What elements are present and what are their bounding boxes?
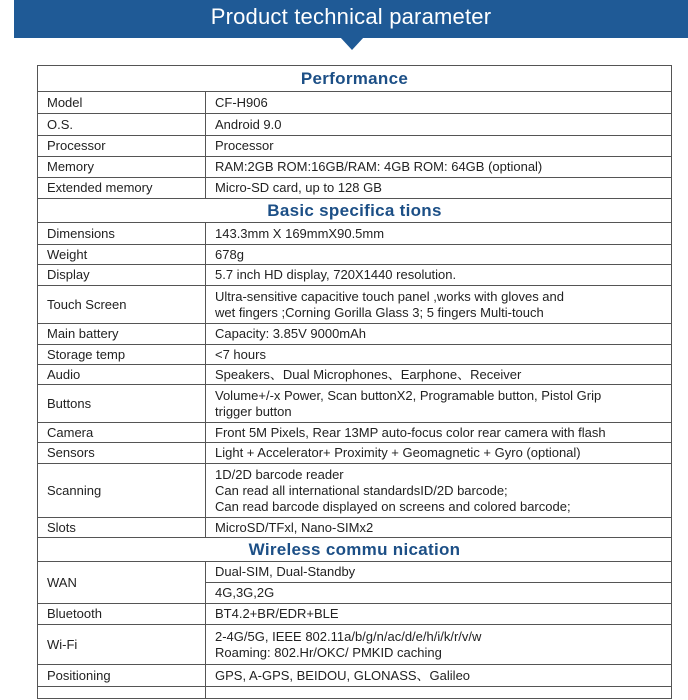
spec-label: Dimensions [38, 223, 206, 245]
spec-table [37, 65, 672, 699]
spec-label: Scanning [38, 464, 206, 518]
spec-value: Front 5M Pixels, Rear 13MP auto-focus color rear camera with flash [206, 423, 672, 443]
spec-label: Touch Screen [38, 286, 206, 324]
spec-value: MicroSD/TFxl, Nano-SIMx2 [206, 518, 672, 538]
spec-value: CF-H906 [206, 92, 672, 114]
spec-value: Processor [206, 136, 672, 157]
spec-value: Speakers、Dual Microphones、Earphone、Receiver [206, 365, 672, 385]
page-title: Product technical parameter [210, 4, 492, 29]
section-title-performance: Performance [38, 66, 672, 92]
spec-value: Capacity: 3.85V 9000mAh [206, 324, 672, 345]
banner-pointer-arrow [340, 37, 364, 50]
spec-value-line: 1D/2D barcode reader [215, 466, 344, 482]
spec-value: <7 hours [206, 345, 672, 365]
header-banner [14, 0, 688, 38]
spec-value [206, 464, 672, 518]
spec-label: Camera [38, 423, 206, 443]
table-row [38, 178, 672, 199]
spec-value: Light + Accelerator+ Proximity + Geomagnetic + Gyro (optional) [206, 443, 672, 464]
spec-label: Weight [38, 245, 206, 265]
spec-label: Storage temp [38, 345, 206, 365]
spec-value-line: Roaming: 802.Hr/OKC/ PMKID caching [215, 644, 442, 660]
spec-value [206, 625, 672, 665]
spec-value: 678g [206, 245, 672, 265]
spec-value-line: Ultra-sensitive capacitive touch panel ,works with gloves and [215, 288, 565, 304]
spec-value: 143.3mm X 169mmX90.5mm [206, 223, 672, 245]
spec-value: Android 9.0 [206, 114, 672, 136]
spec-value-line: Volume+/-x Power, Scan buttonX2, Programable button, Pistol Grip [215, 387, 602, 403]
table-row [38, 245, 672, 265]
spec-value [206, 286, 672, 324]
spec-value-line: Can read barcode displayed on screens and colored barcode; [215, 498, 571, 514]
spec-value: 5.7 inch HD display, 720X1440 resolution. [206, 265, 672, 286]
table-row [38, 665, 672, 687]
spec-value: RAM:2GB ROM:16GB/RAM: 4GB ROM: 64GB (optional) [206, 157, 672, 178]
table-row [38, 365, 672, 385]
spec-label: Wi-Fi [38, 625, 206, 665]
spec-label: Slots [38, 518, 206, 538]
table-row [38, 286, 672, 324]
spec-value-line: 2-4G/5G, IEEE 802.11a/b/g/n/ac/d/e/h/i/k/r/v/w [215, 628, 482, 644]
table-row [38, 604, 672, 625]
spec-label [38, 687, 206, 699]
table-row [38, 136, 672, 157]
spec-label: Positioning [38, 665, 206, 687]
table-row [38, 423, 672, 443]
table-row [38, 687, 672, 699]
spec-value-line: wet fingers ;Corning Gorilla Glass 3; 5 fingers Multi-touch [215, 304, 544, 320]
spec-value [206, 687, 672, 699]
spec-value: Dual-SIM, Dual-Standby [206, 562, 672, 583]
table-row [38, 157, 672, 178]
table-row [38, 518, 672, 538]
spec-label: Buttons [38, 385, 206, 423]
table-row [38, 265, 672, 286]
table-row [38, 464, 672, 518]
table-row [38, 562, 672, 583]
spec-label: Audio [38, 365, 206, 385]
table-row [38, 625, 672, 665]
spec-value-line: trigger button [215, 403, 292, 419]
table-row [38, 92, 672, 114]
spec-label: Main battery [38, 324, 206, 345]
spec-label: Memory [38, 157, 206, 178]
spec-value: BT4.2+BR/EDR+BLE [206, 604, 672, 625]
table-row [38, 114, 672, 136]
section-header-row [38, 199, 672, 223]
section-header-row [38, 538, 672, 562]
spec-value [206, 385, 672, 423]
section-title-wireless-communication: Wireless commu nication [38, 538, 672, 562]
spec-label: Processor [38, 136, 206, 157]
table-row [38, 345, 672, 365]
spec-label: Model [38, 92, 206, 114]
table-row [38, 385, 672, 423]
spec-label: Sensors [38, 443, 206, 464]
section-title-basic-specifications: Basic specifica tions [38, 199, 672, 223]
table-row [38, 223, 672, 245]
spec-label: O.S. [38, 114, 206, 136]
spec-value: 4G,3G,2G [206, 583, 672, 604]
table-row [38, 443, 672, 464]
table-row [38, 324, 672, 345]
spec-label: Extended memory [38, 178, 206, 199]
spec-value: GPS, A-GPS, BEIDOU, GLONASS、Galileo [206, 665, 672, 687]
spec-label: Display [38, 265, 206, 286]
spec-value: Micro-SD card, up to 128 GB [206, 178, 672, 199]
spec-value-line: Can read all international standardsID/2D barcode; [215, 482, 508, 498]
section-header-row [38, 66, 672, 92]
spec-label: Bluetooth [38, 604, 206, 625]
spec-label: WAN [38, 562, 206, 604]
